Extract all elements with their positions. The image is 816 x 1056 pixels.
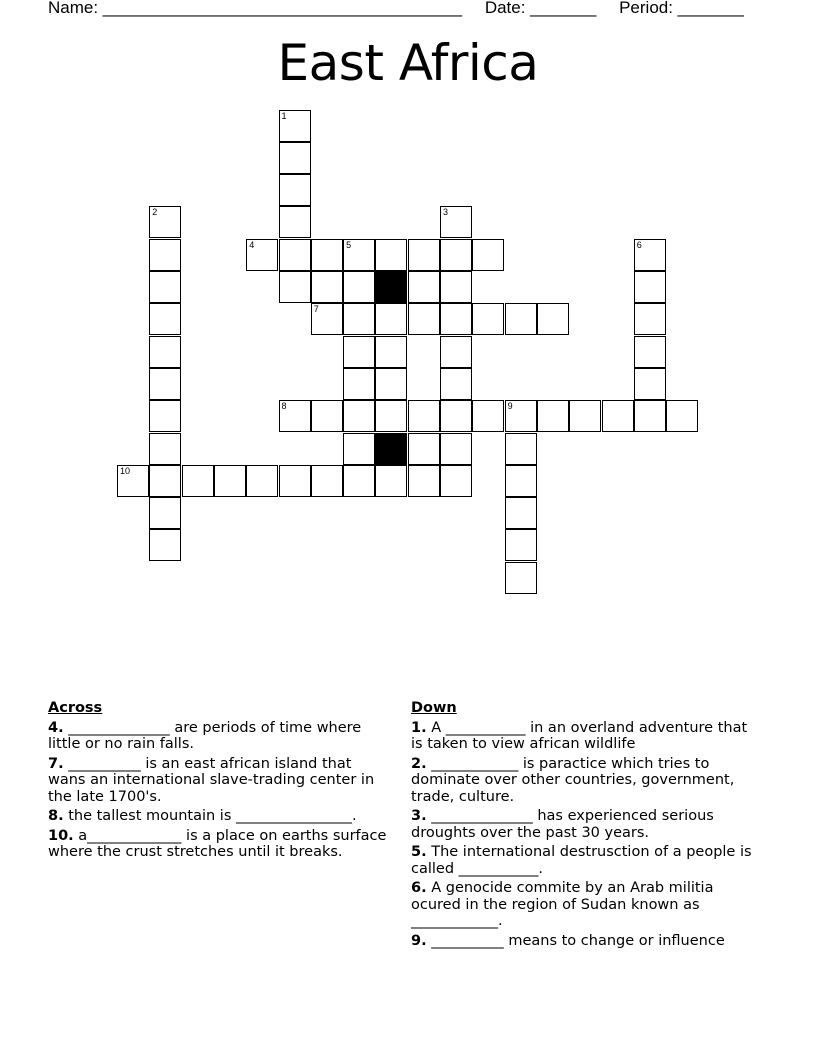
cell-number: 8 — [281, 401, 287, 412]
clue-down-3 — [411, 808, 756, 841]
grid-cell[interactable] — [634, 400, 666, 432]
cell-number: 9 — [507, 401, 513, 412]
grid-cell[interactable] — [343, 239, 375, 271]
grid-cell[interactable] — [343, 368, 375, 400]
grid-cell[interactable] — [343, 433, 375, 465]
page-title: East Africa — [277, 34, 539, 92]
clue-number: 6. — [411, 880, 427, 896]
grid-cell[interactable] — [408, 400, 440, 432]
grid-cell[interactable] — [505, 433, 537, 465]
grid-cell[interactable] — [472, 400, 504, 432]
grid-cell[interactable] — [634, 239, 666, 271]
name-field[interactable]: Name: ______________________________________ — [48, 0, 463, 17]
grid-cell[interactable] — [311, 400, 343, 432]
grid-cell[interactable] — [279, 465, 311, 497]
grid-cell[interactable] — [440, 400, 472, 432]
grid-cell[interactable] — [408, 465, 440, 497]
grid-cell[interactable] — [214, 465, 246, 497]
grid-cell[interactable] — [440, 206, 472, 238]
clue-text: A ___________ in an overland adventure that is taken to view african wildlife — [411, 719, 748, 752]
grid-cell[interactable] — [375, 400, 407, 432]
grid-cell[interactable] — [149, 368, 181, 400]
grid-cell[interactable] — [279, 110, 311, 142]
clue-down-9 — [411, 933, 756, 950]
grid-cell[interactable] — [343, 465, 375, 497]
grid-cell[interactable] — [149, 336, 181, 368]
grid-cell[interactable] — [149, 529, 181, 561]
grid-cell[interactable] — [311, 465, 343, 497]
grid-cell[interactable] — [149, 465, 181, 497]
cell-number: 10 — [120, 465, 131, 476]
clue-text: a_____________ is a place on earths surface where the crust stretches until it breaks. — [48, 827, 387, 860]
grid-cell[interactable] — [440, 433, 472, 465]
clue-number: 5. — [411, 844, 427, 860]
grid-cell[interactable] — [117, 465, 149, 497]
grid-cell[interactable] — [343, 400, 375, 432]
grid-cell[interactable] — [279, 271, 311, 303]
grid-cell[interactable] — [279, 206, 311, 238]
grid-cell[interactable] — [505, 400, 537, 432]
period-field[interactable]: Period: _______ — [619, 0, 744, 17]
grid-cell[interactable] — [505, 465, 537, 497]
grid-cell[interactable] — [311, 271, 343, 303]
grid-cell[interactable] — [569, 400, 601, 432]
clue-down-2 — [411, 756, 756, 806]
cell-number: 2 — [152, 207, 158, 218]
grid-cell[interactable] — [440, 239, 472, 271]
grid-cell[interactable] — [375, 239, 407, 271]
grid-cell[interactable] — [149, 433, 181, 465]
clue-across-4 — [48, 720, 393, 753]
grid-cell[interactable] — [440, 368, 472, 400]
grid-cell[interactable] — [149, 497, 181, 529]
grid-cell[interactable] — [149, 239, 181, 271]
clue-across-10 — [48, 828, 393, 861]
clue-number: 8. — [48, 808, 64, 824]
grid-cell[interactable] — [311, 239, 343, 271]
grid-cell[interactable] — [634, 368, 666, 400]
grid-cell[interactable] — [343, 271, 375, 303]
grid-cell[interactable] — [149, 271, 181, 303]
clue-number: 4. — [48, 719, 64, 736]
cell-number: 3 — [443, 207, 449, 218]
grid-cell[interactable] — [505, 562, 537, 594]
grid-cell[interactable] — [149, 303, 181, 335]
grid-cell[interactable] — [440, 271, 472, 303]
grid-cell[interactable] — [149, 206, 181, 238]
clue-number: 1. — [411, 719, 427, 736]
grid-cell[interactable] — [149, 400, 181, 432]
clue-down-5 — [411, 844, 756, 877]
grid-cell[interactable] — [311, 303, 343, 335]
clue-down-6 — [411, 880, 756, 930]
clue-text: ______________ has experienced serious droughts over the past 30 years. — [411, 808, 714, 841]
grid-cell[interactable] — [279, 400, 311, 432]
clue-text: ______________ are periods of time where little or no rain falls. — [48, 719, 362, 752]
clue-text: The international destrusction of a people is called ___________. — [411, 844, 752, 877]
black-square — [375, 433, 407, 465]
cell-number: 6 — [636, 239, 642, 250]
clue-number: 2. — [411, 755, 427, 772]
clue-number: 7. — [48, 755, 64, 772]
grid-cell[interactable] — [634, 271, 666, 303]
down-heading: Down — [411, 700, 457, 716]
black-square — [375, 271, 407, 303]
grid-cell[interactable] — [408, 303, 440, 335]
grid-cell[interactable] — [246, 465, 278, 497]
clue-text: A genocide commite by an Arab militia ocured in the region of Sudan known as ____________. — [411, 880, 714, 929]
grid-cell[interactable] — [537, 303, 569, 335]
grid-cell[interactable] — [279, 142, 311, 174]
down-clues — [411, 700, 756, 952]
grid-cell[interactable] — [537, 400, 569, 432]
grid-cell[interactable] — [375, 368, 407, 400]
cell-number: 4 — [249, 239, 255, 250]
grid-cell[interactable] — [602, 400, 634, 432]
across-clues — [48, 700, 393, 864]
grid-cell[interactable] — [440, 465, 472, 497]
grid-cell[interactable] — [472, 303, 504, 335]
grid-cell[interactable] — [634, 303, 666, 335]
grid-cell[interactable] — [505, 529, 537, 561]
clue-number: 3. — [411, 808, 427, 824]
grid-cell[interactable] — [375, 303, 407, 335]
grid-cell[interactable] — [375, 465, 407, 497]
grid-cell[interactable] — [279, 174, 311, 206]
grid-cell[interactable] — [375, 336, 407, 368]
grid-cell[interactable] — [440, 303, 472, 335]
across-heading: Across — [48, 700, 103, 716]
grid-cell[interactable] — [440, 336, 472, 368]
grid-cell[interactable] — [182, 465, 214, 497]
grid-cell[interactable] — [505, 497, 537, 529]
grid-cell[interactable] — [666, 400, 698, 432]
clue-number: 9. — [411, 932, 427, 949]
clue-text: ____________ is paractice which tries to dominate over other countries, government, trade, culture. — [411, 755, 735, 805]
grid-cell[interactable] — [472, 239, 504, 271]
grid-cell[interactable] — [246, 239, 278, 271]
cell-number: 7 — [313, 304, 319, 315]
grid-cell[interactable] — [634, 336, 666, 368]
clue-text: __________ is an east african island that wans an international slave-trading center in the late 1700's. — [48, 755, 375, 805]
cell-number: 5 — [346, 239, 352, 250]
clue-number: 10. — [48, 827, 74, 844]
grid-cell[interactable] — [505, 303, 537, 335]
grid-cell[interactable] — [408, 271, 440, 303]
clue-across-8 — [48, 808, 393, 825]
grid-cell[interactable] — [408, 433, 440, 465]
clue-down-1 — [411, 720, 756, 753]
clue-text: __________ means to change or influence — [426, 932, 725, 949]
grid-cell[interactable] — [408, 239, 440, 271]
clue-across-7 — [48, 756, 393, 806]
cell-number: 1 — [281, 110, 287, 121]
date-field[interactable]: Date: _______ — [484, 0, 597, 17]
grid-cell[interactable] — [343, 303, 375, 335]
grid-cell[interactable] — [343, 336, 375, 368]
clue-text: the tallest mountain is ________________. — [63, 808, 357, 824]
grid-cell[interactable] — [279, 239, 311, 271]
